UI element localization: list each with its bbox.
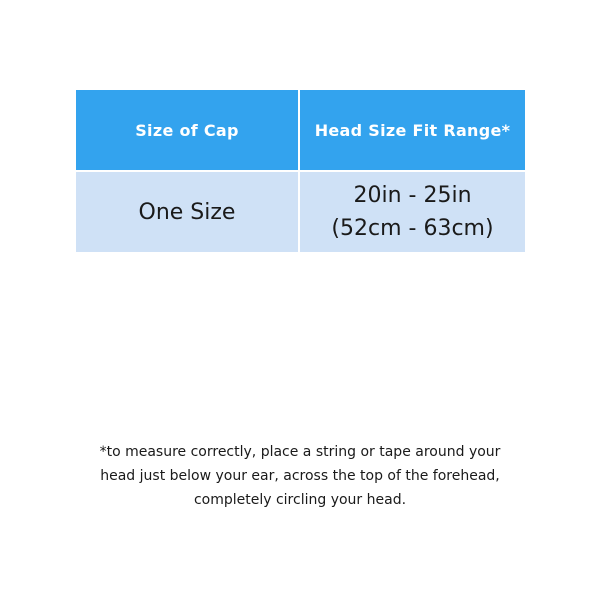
size-chart-table bbox=[76, 90, 525, 252]
table-row bbox=[76, 171, 525, 252]
fit-range-centimeters: (52cm - 63cm) bbox=[331, 216, 494, 241]
note-line-1: *to measure correctly, place a string or tape around your bbox=[99, 444, 501, 460]
note-line-2: head just below your ear, across the top of the forehead, bbox=[100, 468, 500, 484]
header-head-size-fit-range: Head Size Fit Range* bbox=[299, 90, 525, 171]
cell-size: One Size bbox=[76, 171, 299, 252]
header-size-of-cap: Size of Cap bbox=[76, 90, 299, 171]
note-line-3: completely circling your head. bbox=[193, 492, 407, 508]
table-header-row bbox=[76, 90, 525, 171]
fit-range-inches: 20in - 25in bbox=[353, 183, 472, 208]
measurement-note bbox=[60, 440, 540, 512]
cell-fit-range bbox=[299, 171, 525, 252]
